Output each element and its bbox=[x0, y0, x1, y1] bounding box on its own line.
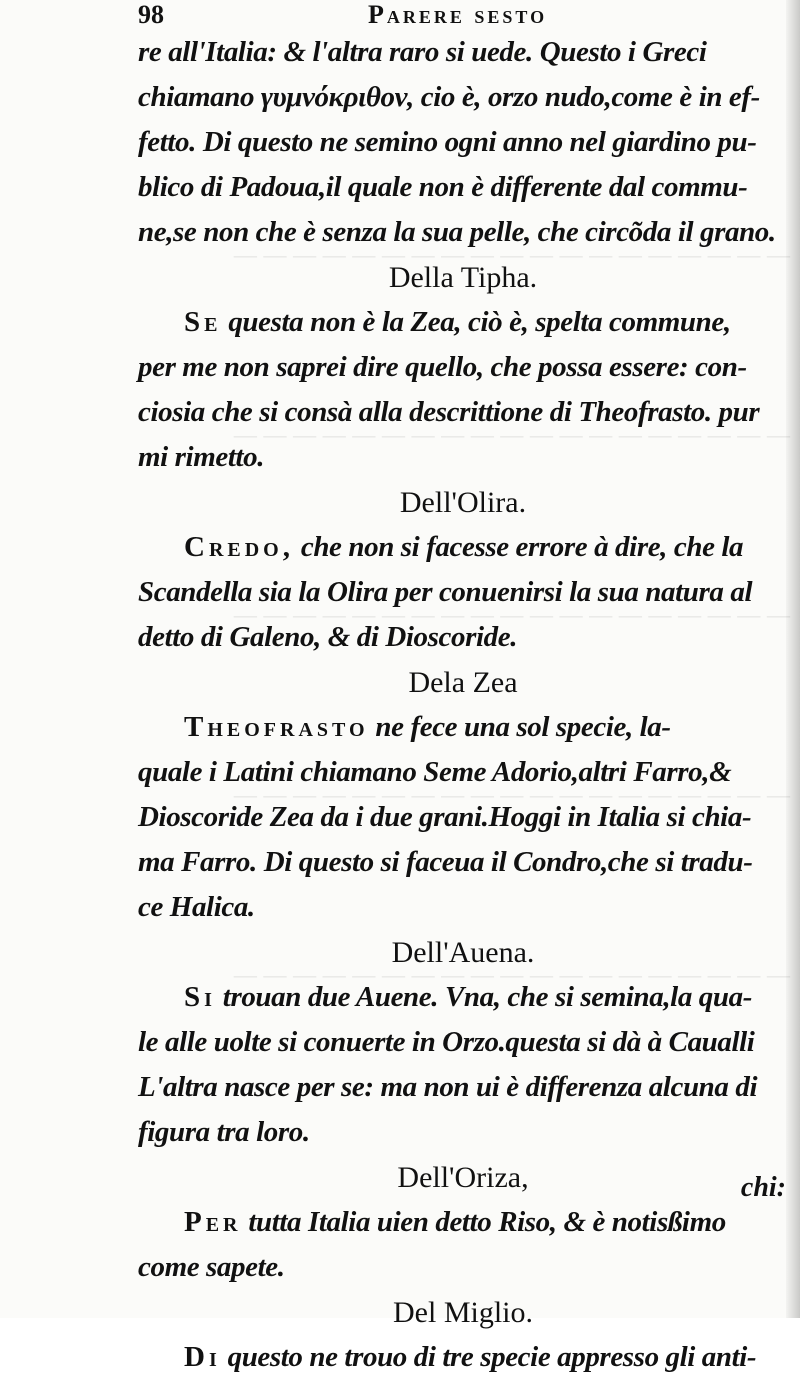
line-text: tutta Italia uien detto Riso, & è notisßimo bbox=[248, 1206, 726, 1238]
line-text: che non si facesse errore à dire, che la bbox=[300, 531, 744, 563]
text-line bbox=[138, 120, 788, 165]
text-line bbox=[138, 30, 788, 75]
paragraph-lead-word: Di bbox=[184, 1341, 221, 1373]
line-text: Scandella sia la Olira per conuenirsi la sua natura al bbox=[138, 576, 753, 608]
text-line bbox=[138, 1200, 788, 1245]
text-line bbox=[138, 1065, 788, 1110]
text-line bbox=[138, 615, 788, 660]
section-heading: Dell'Oriza, bbox=[397, 1161, 529, 1194]
line-text: ce Halica. bbox=[138, 891, 255, 923]
text-line bbox=[138, 750, 788, 795]
line-text: le alle uolte si conuerte in Orzo.questa si dà à Caualli bbox=[138, 1026, 755, 1058]
running-head bbox=[138, 0, 788, 30]
bleed-through-text: — — — — — — — — — — — — — — — — — — — bbox=[233, 240, 790, 269]
text-line bbox=[138, 435, 788, 480]
text-block bbox=[138, 0, 788, 1380]
catchword: chi: bbox=[740, 1172, 786, 1203]
line-text: questo ne trouo di tre specie appresso gli anti- bbox=[227, 1341, 757, 1373]
text-line bbox=[138, 885, 788, 930]
line-text: ma Farro. Di questo si faceua il Condro,che si tradu- bbox=[138, 846, 753, 878]
line-text: ne,se non che è senza la sua pelle, che circõda il grano. bbox=[138, 216, 776, 248]
text-line bbox=[138, 1110, 788, 1155]
section-heading: Dell'Olira. bbox=[399, 486, 527, 519]
line-text: quale i Latini chiamano Seme Adorio,altri Farro,& bbox=[138, 756, 732, 788]
page-edge-shadow bbox=[786, 0, 800, 1318]
line-text: ciosia che si consà alla descrittione di Theofrasto. pur bbox=[138, 396, 760, 428]
line-text: questa non è la Zea, ciò è, spelta commune, bbox=[228, 306, 731, 338]
line-text: chiamano γυμνόκριθον, cio è, orzo nudo,come è in ef- bbox=[138, 81, 760, 113]
line-text: detto di Galeno, & di Dioscoride. bbox=[138, 621, 518, 653]
text-line bbox=[138, 165, 788, 210]
paragraph-lead-word: Theofrasto bbox=[184, 711, 369, 743]
text-line bbox=[138, 570, 788, 615]
bleed-through-text: — — — — — — — — — — — — — — — — — — — bbox=[233, 600, 790, 629]
running-title: Parere sesto bbox=[368, 0, 548, 29]
line-text: re all'Italia: & l'altra raro si uede. Questo i Greci bbox=[138, 36, 707, 68]
section-heading: Dela Zea bbox=[408, 666, 518, 699]
text-line bbox=[138, 795, 788, 840]
text-line bbox=[138, 840, 788, 885]
line-text: blico di Padoua,il quale non è differente dal commu- bbox=[138, 171, 748, 203]
section-heading: Del Miglio. bbox=[393, 1296, 533, 1329]
paragraph-lead-word: Si bbox=[184, 981, 216, 1013]
paragraph-lead-word: Se bbox=[184, 306, 222, 338]
paragraph-lead-word: Per bbox=[184, 1206, 242, 1238]
text-line bbox=[138, 390, 788, 435]
line-text: trouan due Auene. Vna, che si semina,la qua- bbox=[222, 981, 752, 1013]
line-text: L'altra nasce per se: ma non ui è differenza alcuna di bbox=[138, 1071, 758, 1103]
text-line bbox=[138, 75, 788, 120]
text-line bbox=[138, 975, 788, 1020]
line-text: come sapete. bbox=[138, 1251, 285, 1283]
line-text: per me non saprei dire quello, che possa essere: con- bbox=[138, 351, 747, 383]
line-text: Dioscoride Zea da i due grani.Hoggi in Italia si chia- bbox=[138, 801, 752, 833]
text-line bbox=[138, 345, 788, 390]
page-number: 98 bbox=[138, 0, 164, 29]
paragraph-lead-word: Credo, bbox=[184, 531, 294, 563]
bleed-through-text: — — — — — — — — — — — — — — — — — — — bbox=[233, 960, 790, 989]
bleed-through-text: — — — — — — — — — — — — — — — — — — — bbox=[233, 420, 790, 449]
text-line bbox=[138, 1020, 788, 1065]
line-text: ne fece una sol specie, la- bbox=[375, 711, 671, 743]
section-heading: Della Tipha. bbox=[388, 261, 538, 294]
text-line bbox=[138, 705, 788, 750]
text-line bbox=[138, 210, 788, 255]
line-text: fetto. Di questo ne semino ogni anno nel giardino pu- bbox=[138, 126, 757, 158]
line-text: figura tra loro. bbox=[138, 1116, 310, 1148]
text-line bbox=[138, 300, 788, 345]
text-line bbox=[138, 525, 788, 570]
text-line bbox=[138, 1335, 788, 1380]
body-text bbox=[138, 30, 788, 1380]
text-line bbox=[138, 1245, 788, 1290]
section-heading: Dell'Auena. bbox=[391, 936, 535, 969]
bleed-through-text: — — — — — — — — — — — — — — — — — — — bbox=[233, 780, 790, 809]
line-text: mi rimetto. bbox=[138, 441, 265, 473]
